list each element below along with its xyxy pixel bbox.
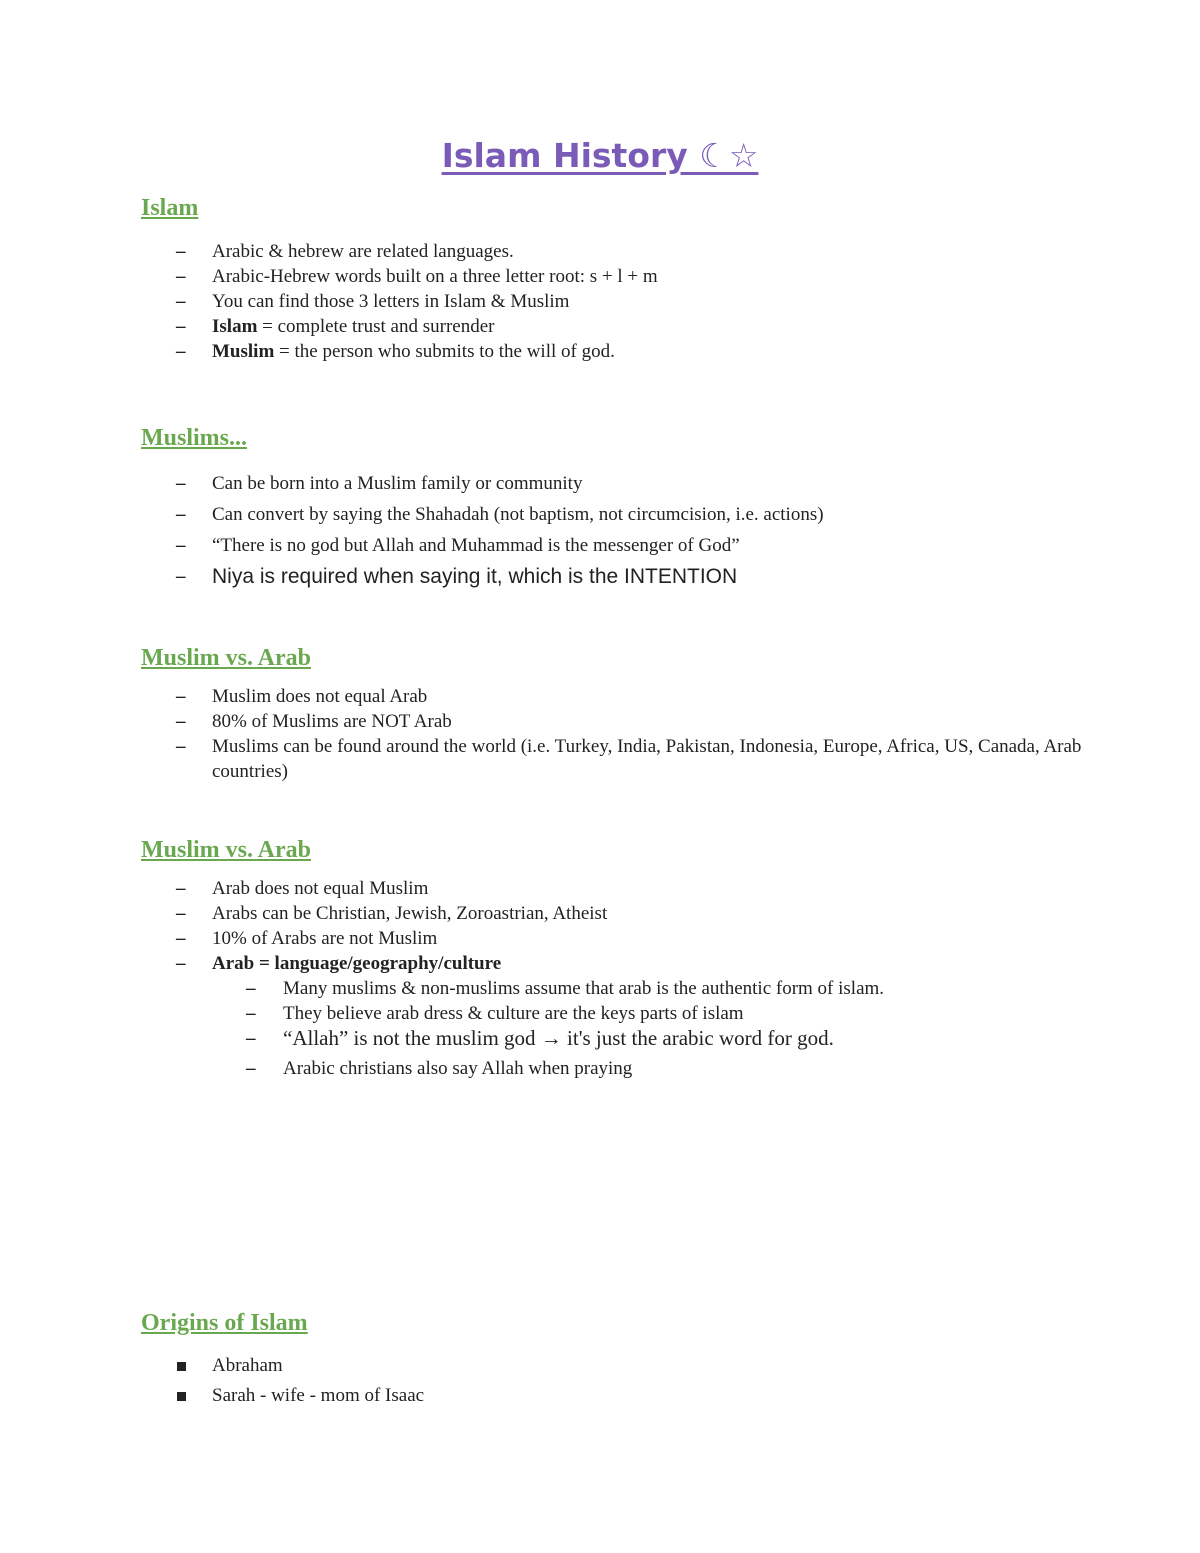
list-item: – Muslim = the person who submits to the will of god. [176, 341, 615, 362]
sub-list-item: – Many muslims & non-muslims assume that arab is the authentic form of islam. [246, 978, 885, 999]
dash-bullet-icon: – [176, 953, 186, 974]
dash-bullet-icon: – [176, 473, 186, 494]
dash-bullet-icon: – [176, 241, 186, 262]
page-title: Islam History ☾☆ [441, 136, 759, 175]
muslim-vs-arab-list [0, 684, 1200, 784]
dash-bullet-icon: – [176, 504, 186, 525]
dash-bullet-icon: – [176, 316, 186, 337]
list-item: – Islam = complete trust and surrender [176, 316, 495, 337]
square-bullet-icon [177, 1362, 186, 1371]
dash-bullet-icon: – [246, 1003, 256, 1024]
dash-bullet-icon: – [246, 978, 256, 999]
dash-bullet-icon: – [176, 341, 186, 362]
section-heading-muslim-vs-arab: Muslim vs. Arab [141, 645, 312, 671]
list-item: – Muslims can be found around the world (i.e. Turkey, India, Pakistan, Indonesia, Europe, Africa, US, Canada, Arab countries) [176, 736, 1082, 782]
list-item: – Arabs can be Christian, Jewish, Zoroastrian, Atheist [176, 903, 608, 924]
list-item: – Arab does not equal Muslim [176, 878, 429, 899]
arab-vs-muslim-list [0, 876, 1200, 1081]
dash-bullet-icon: – [176, 903, 186, 924]
muslims-list [0, 471, 1200, 590]
list-item: Sarah - wife - mom of Isaac [0, 1383, 1200, 1408]
sub-list-item: – “Allah” is not the muslim god → it's just the arabic word for god. [246, 1026, 834, 1050]
dash-bullet-icon: – [176, 266, 186, 287]
sub-list-item: – They believe arab dress & culture are the keys parts of islam [246, 1003, 744, 1024]
sub-list-item: – Arabic christians also say Allah when praying [246, 1058, 633, 1079]
section-heading-arab-vs-muslim: Muslim vs. Arab [141, 837, 312, 863]
dash-bullet-icon: – [176, 711, 186, 732]
dash-bullet-icon: – [176, 291, 186, 312]
dash-bullet-icon: – [246, 1028, 256, 1049]
list-item: – You can find those 3 letters in Islam & Muslim [176, 291, 570, 312]
list-item: – Can be born into a Muslim family or community [176, 473, 583, 494]
dash-bullet-icon: – [176, 736, 186, 757]
dash-bullet-icon: – [246, 1058, 256, 1079]
list-item: – Niya is required when saying it, which is the INTENTION [176, 565, 738, 588]
section-heading-islam: Islam [141, 195, 199, 221]
section-heading-origins: Origins of Islam [141, 1310, 308, 1336]
islam-list [0, 239, 1200, 364]
square-bullet-icon [177, 1392, 186, 1401]
list-item: – Arabic & hebrew are related languages. [176, 241, 514, 262]
dash-bullet-icon: – [176, 566, 186, 587]
list-item: – Can convert by saying the Shahadah (not baptism, not circumcision, i.e. actions) [176, 504, 824, 525]
list-item: – 10% of Arabs are not Muslim [176, 928, 438, 949]
dash-bullet-icon: – [176, 535, 186, 556]
list-item: – Muslim does not equal Arab [176, 686, 428, 707]
list-item: – Arab = language/geography/culture [176, 953, 502, 974]
dash-bullet-icon: – [176, 878, 186, 899]
origins-list [0, 1353, 1200, 1408]
list-item: – Arabic-Hebrew words built on a three letter root: s + l + m [176, 266, 658, 287]
dash-bullet-icon: – [176, 686, 186, 707]
list-item: Abraham [0, 1353, 1200, 1378]
dash-bullet-icon: – [176, 928, 186, 949]
section-heading-muslims: Muslims... [141, 425, 248, 451]
list-item: – 80% of Muslims are NOT Arab [176, 711, 452, 732]
list-item: – “There is no god but Allah and Muhammad is the messenger of God” [176, 535, 740, 556]
